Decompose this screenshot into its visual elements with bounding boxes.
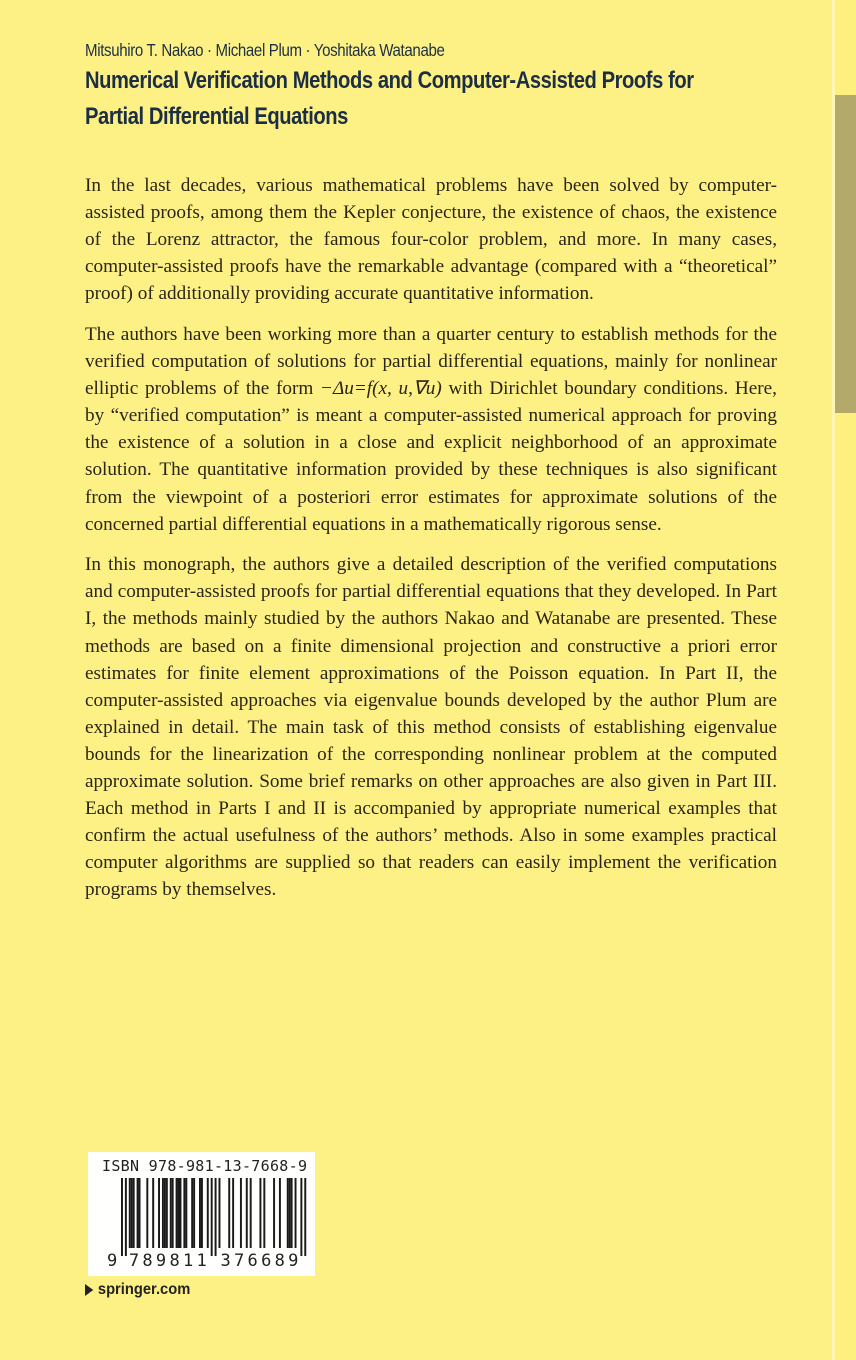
- spine-band: [835, 95, 856, 413]
- svg-text:9: 9: [107, 1251, 118, 1270]
- pde-formula: −Δu=f(x, u,∇u): [320, 378, 442, 400]
- book-title-line-1: Numerical Verification Methods and Computer-Assisted Proofs for: [85, 67, 694, 94]
- blurb-paragraph-1: In the last decades, various mathematical problems have been solved by computer-assisted proofs, among them the Kepler conjecture, the existence of chaos, the existence of the Lorenz attractor, the famous four-color problem, and more. In many cases, computer-assisted proofs have the remarkable advantage (compared with a “theoretical” proof) of additionally providing accurate quantitative information.: [85, 175, 777, 305]
- isbn-label: ISBN 978-981-13-7668-9: [102, 1157, 308, 1175]
- springer-link[interactable]: [85, 1281, 190, 1299]
- svg-text:376689: 376689: [220, 1251, 299, 1270]
- svg-text:789811: 789811: [128, 1251, 207, 1270]
- play-triangle-icon: [85, 1284, 93, 1296]
- blurb-paragraph-3: In this monograph, the authors give a detailed description of the verified computations and computer-assisted proofs for partial differential equations that they developed. In Part I, the methods mainly studied by the authors Nakao and Watanabe are presented. These methods are based on a finite dimensional projection and constructive a priori error estimates for finite element approximations of the Poisson equation. In Part II, the computer-assisted approaches via eigenvalue bounds developed by the author Plum are explained in detail. The main task of this method consists of establishing eigenvalue bounds for the linearization of the corresponding nonlinear problem at the computed approximate solution. Some brief remarks on other approaches are also given in Part III. Each method in Parts I and II is accompanied by appropriate numerical examples that confirm the actual usefulness of the authors’ methods. Also in some examples practical computer algorithms are supplied so that readers can easily implement the verification programs by themselves.: [85, 554, 777, 901]
- book-authors: Mitsuhiro T. Nakao · Michael Plum · Yoshitaka Watanabe: [85, 40, 445, 60]
- book-title-line-2: Partial Differential Equations: [85, 103, 348, 130]
- barcode-icon: [107, 1178, 307, 1268]
- blurb-paragraph-2-text-a: The authors have been working more than a quarter century to establish methods for the verified computation of solutions for partial differential equations, mainly for nonlinear elliptic problems of the form: [85, 323, 777, 400]
- blurb: [85, 172, 777, 917]
- blurb-paragraph-2-text-b: with Dirichlet boundary conditions. Here, by “verified computation” is meant a computer-assisted numerical approach for proving the existence of a solution in a close and explicit neighborhood of an approximate solution. The quantitative information provided by these techniques is also significant from the viewpoint of a posteriori error estimates for approximate solutions of the concerned partial differential equations in a mathematically rigorous sense.: [85, 378, 777, 535]
- isbn-barcode-panel: [88, 1152, 315, 1276]
- springer-link-text[interactable]: springer.com: [97, 1281, 191, 1298]
- book-title: [85, 63, 824, 135]
- blurb-paragraph-2: [85, 321, 777, 538]
